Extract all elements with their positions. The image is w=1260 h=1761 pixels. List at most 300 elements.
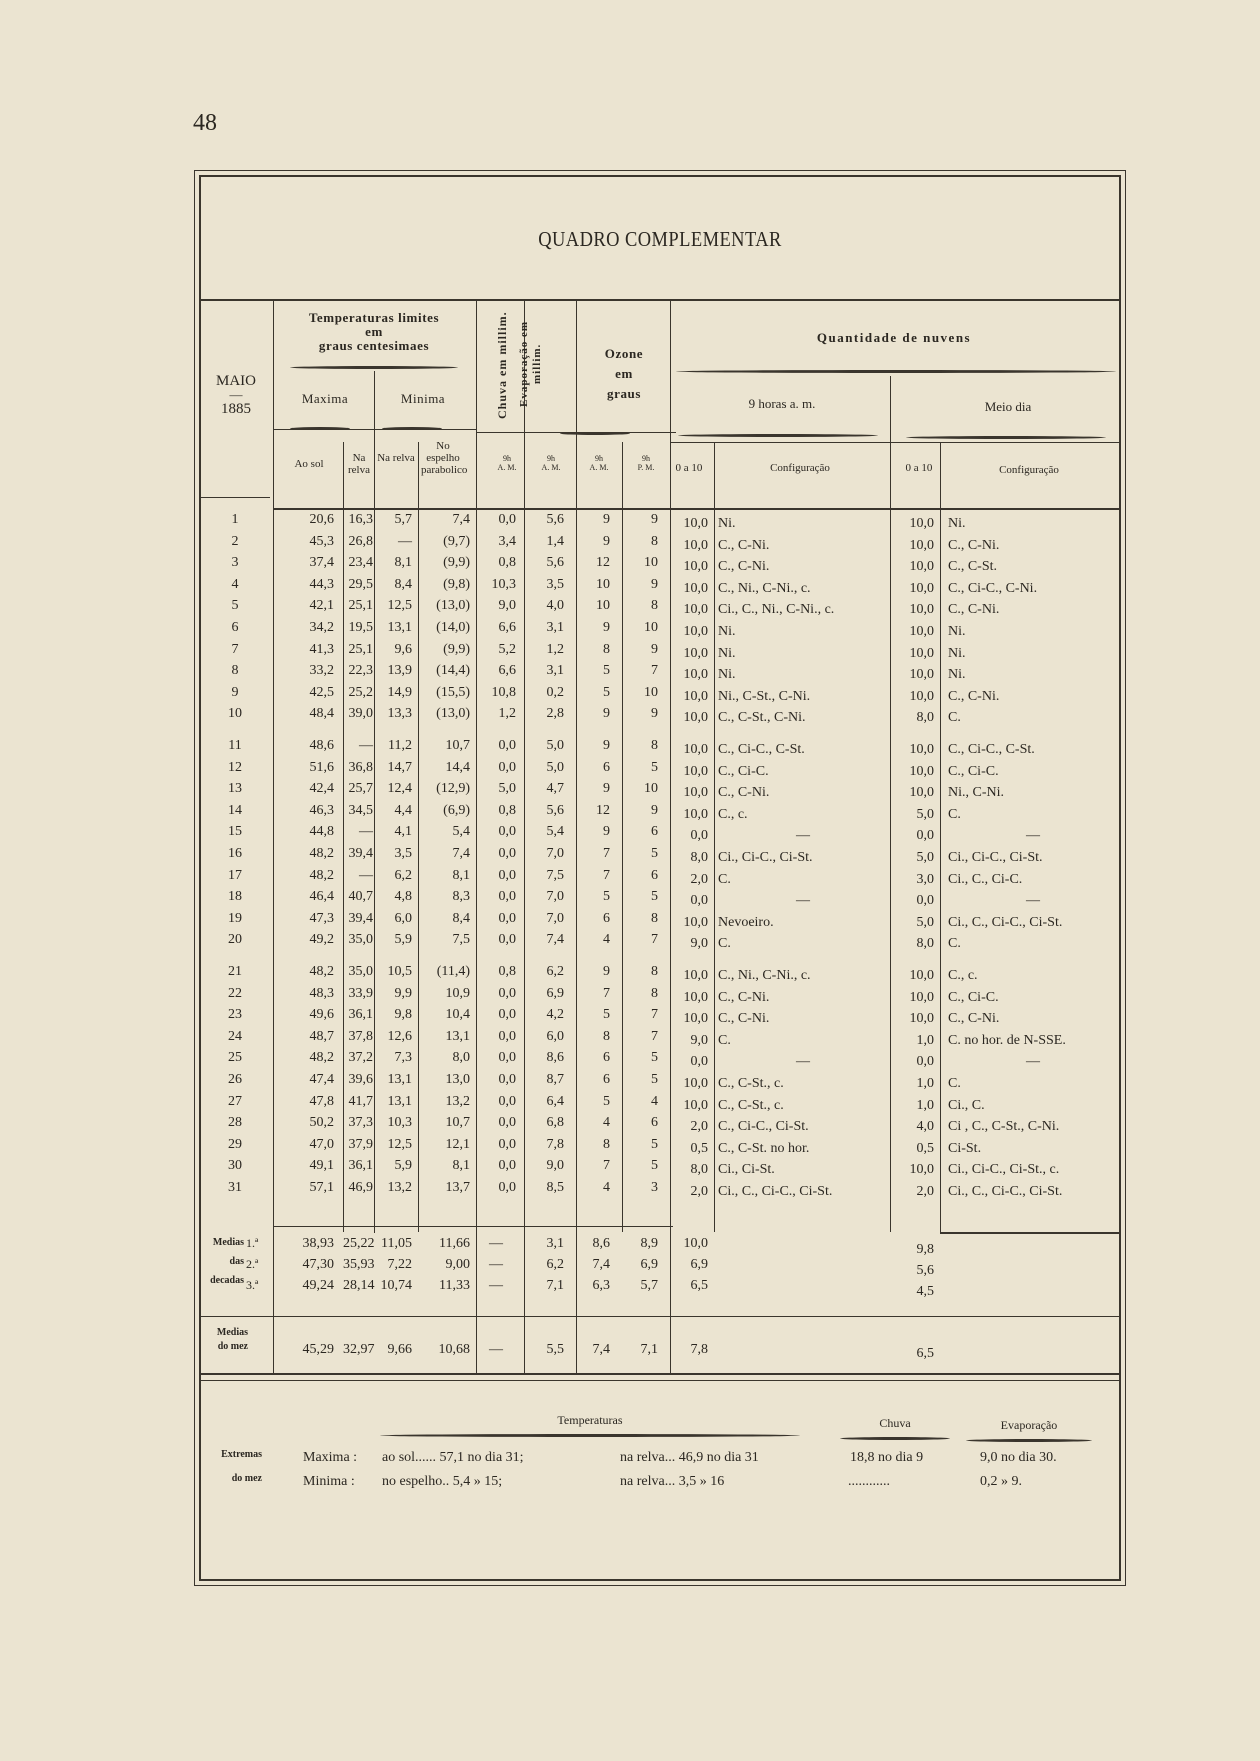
cell-day: 30 xyxy=(228,1158,242,1173)
cell-nuvens-meio-dia: 10,0 xyxy=(909,559,934,574)
cell-na-relva-max: 19,5 xyxy=(348,620,373,635)
cell-evaporacao: 1,4 xyxy=(546,534,564,549)
cell-day: 21 xyxy=(228,964,242,979)
cell-ozone-pm: 7 xyxy=(651,1007,658,1022)
header-na-relva-min: Na relva xyxy=(377,452,415,464)
cell-config-meio-dia: Ni. xyxy=(948,624,966,639)
cell-ao-sol: 44,3 xyxy=(309,577,334,592)
cell-no-espelho: (14,4) xyxy=(436,663,470,678)
cell-config-meio-dia: Ci-St. xyxy=(948,1141,982,1156)
header-evap-9h xyxy=(527,454,575,472)
cell-na-relva-min: 6,0 xyxy=(394,911,412,926)
cell-no-espelho: 10,7 xyxy=(445,1115,470,1130)
cell-na-relva-min: 8,4 xyxy=(394,577,412,592)
medias-cell-chuva: — xyxy=(489,1236,503,1251)
cell-ozone-am: 9 xyxy=(603,738,610,753)
cell-ao-sol: 57,1 xyxy=(309,1180,334,1195)
cell-ozone-pm: 10 xyxy=(644,781,658,796)
cell-na-relva-max: 46,9 xyxy=(348,1180,373,1195)
header-no-espelho: No espelho parabolico xyxy=(421,440,468,476)
cell-na-relva-min: 13,9 xyxy=(387,663,412,678)
cell-ozone-pm: 6 xyxy=(651,868,658,883)
cell-no-espelho: (15,5) xyxy=(436,685,470,700)
cell-config-meio-dia: — xyxy=(1026,893,1040,908)
cell-na-relva-max: 34,5 xyxy=(348,803,373,818)
cell-day: 16 xyxy=(228,846,242,861)
column-line xyxy=(940,442,941,1232)
cell-config-9h: Ci., Ci-St. xyxy=(718,1162,775,1177)
medias-cell-na-relva-max: 28,14 xyxy=(343,1278,375,1293)
medias-mez-cell-na-relva-max: 32,97 xyxy=(343,1342,375,1357)
page-title: QUADRO COMPLEMENTAR xyxy=(538,227,782,251)
header-evaporacao: Evaporação em millim. xyxy=(518,321,543,408)
medias-cell-ozone-pm: 6,9 xyxy=(640,1257,658,1272)
cell-evaporacao: 7,4 xyxy=(546,932,564,947)
cell-ozone-pm: 5 xyxy=(651,760,658,775)
medias-label-2: das xyxy=(229,1256,244,1267)
cell-nuvens-meio-dia: 8,0 xyxy=(916,710,934,725)
hour-9-label: 9h xyxy=(595,454,603,463)
cell-chuva: 0,0 xyxy=(498,1180,516,1195)
cell-config-9h: Ci., Ci-C., Ci-St. xyxy=(718,850,813,865)
cell-nuvens-9h: 10,0 xyxy=(683,559,708,574)
cell-na-relva-min: 10,5 xyxy=(387,964,412,979)
cell-nuvens-meio-dia: 10,0 xyxy=(909,581,934,596)
cell-na-relva-min: 13,2 xyxy=(387,1180,412,1195)
cell-no-espelho: (9,9) xyxy=(443,555,470,570)
month-dash: — xyxy=(229,387,243,402)
cell-nuvens-meio-dia: 10,0 xyxy=(909,646,934,661)
cell-na-relva-max: 39,0 xyxy=(348,706,373,721)
cell-config-9h: Ci., C., Ni., C-Ni., c. xyxy=(718,602,835,617)
cell-nuvens-9h: 0,5 xyxy=(690,1141,708,1156)
cell-chuva: 0,0 xyxy=(498,889,516,904)
cell-nuvens-9h: 2,0 xyxy=(690,1119,708,1134)
cell-na-relva-max: 22,3 xyxy=(348,663,373,678)
cell-ozone-pm: 7 xyxy=(651,663,658,678)
cell-ozone-pm: 7 xyxy=(651,1029,658,1044)
decada-label: 3.ª xyxy=(246,1278,259,1292)
cell-ozone-pm: 7 xyxy=(651,932,658,947)
cell-na-relva-max: 33,9 xyxy=(348,986,373,1001)
cell-nuvens-meio-dia: 0,0 xyxy=(916,1054,934,1069)
medias-cell-nuvens-meio-dia: 5,6 xyxy=(916,1263,934,1278)
cell-config-meio-dia: — xyxy=(1026,828,1040,843)
cell-ao-sol: 49,1 xyxy=(309,1158,334,1173)
cell-na-relva-max: 25,2 xyxy=(348,685,373,700)
cell-chuva: 0,0 xyxy=(498,932,516,947)
cell-day: 6 xyxy=(231,620,239,635)
cell-na-relva-min: 9,9 xyxy=(394,986,412,1001)
cell-no-espelho: 10,4 xyxy=(445,1007,470,1022)
cell-chuva: 5,2 xyxy=(498,642,516,657)
cell-config-meio-dia: Ci., Ci-C., Ci-St., c. xyxy=(948,1162,1060,1177)
cell-day: 5 xyxy=(231,598,239,613)
extremas-max-chuva: 18,8 no dia 9 xyxy=(850,1450,924,1465)
cell-nuvens-9h: 10,0 xyxy=(683,764,708,779)
cell-na-relva-max: 40,7 xyxy=(348,889,373,904)
medias-decadas-label xyxy=(190,1233,244,1290)
cell-ao-sol: 33,2 xyxy=(309,663,334,678)
cell-no-espelho: 8,3 xyxy=(452,889,470,904)
header-maxima: Maxima xyxy=(301,391,349,406)
cell-nuvens-meio-dia: 1,0 xyxy=(916,1098,934,1113)
cell-ao-sol: 37,4 xyxy=(309,555,334,570)
cell-config-9h: C., C-St., c. xyxy=(718,1098,784,1113)
cell-ozone-am: 12 xyxy=(596,555,610,570)
cell-na-relva-max: — xyxy=(359,738,373,753)
cell-nuvens-meio-dia: 5,0 xyxy=(916,807,934,822)
header-zero-a-dez-md: 0 a 10 xyxy=(905,462,933,474)
cell-nuvens-9h: 10,0 xyxy=(683,807,708,822)
medias-mez-label xyxy=(190,1326,248,1354)
cell-config-9h: — xyxy=(796,828,810,843)
pm-label: P. M. xyxy=(637,463,655,472)
cell-nuvens-meio-dia: 10,0 xyxy=(909,1162,934,1177)
cell-nuvens-9h: 10,0 xyxy=(683,624,708,639)
medias-cell-no-espelho: 11,33 xyxy=(439,1278,470,1293)
cell-ozone-pm: 9 xyxy=(651,706,658,721)
cell-nuvens-meio-dia: 4,0 xyxy=(916,1119,934,1134)
cell-ozone-am: 9 xyxy=(603,620,610,635)
cell-ao-sol: 48,2 xyxy=(309,868,334,883)
medias-mez-cell-ozone-pm: 7,1 xyxy=(640,1342,658,1357)
cell-nuvens-meio-dia: 10,0 xyxy=(909,538,934,553)
cell-day: 23 xyxy=(228,1007,242,1022)
cell-evaporacao: 6,4 xyxy=(546,1094,564,1109)
cell-no-espelho: 8,1 xyxy=(452,868,470,883)
cell-nuvens-9h: 10,0 xyxy=(683,581,708,596)
cell-nuvens-meio-dia: 5,0 xyxy=(916,850,934,865)
cell-config-meio-dia: — xyxy=(1026,1054,1040,1069)
cell-nuvens-9h: 0,0 xyxy=(690,828,708,843)
cell-config-meio-dia: C. xyxy=(948,710,961,725)
cell-ao-sol: 47,3 xyxy=(309,911,334,926)
swash-rule xyxy=(290,366,458,369)
cell-chuva: 10,8 xyxy=(491,685,516,700)
header-temperature-group xyxy=(276,311,472,353)
bottom-rule-1 xyxy=(200,1373,1120,1375)
cell-day: 3 xyxy=(231,555,239,570)
medias-cell-ao-sol: 47,30 xyxy=(302,1257,334,1272)
am-label: A. M. xyxy=(541,463,561,472)
cell-nuvens-9h: 10,0 xyxy=(683,990,708,1005)
cell-day: 28 xyxy=(228,1115,242,1130)
swash-rule xyxy=(560,432,630,435)
cell-na-relva-max: 39,6 xyxy=(348,1072,373,1087)
cell-config-9h: Ni. xyxy=(718,646,736,661)
medias-cell-na-relva-min: 10,74 xyxy=(380,1278,412,1293)
cell-na-relva-max: 41,7 xyxy=(348,1094,373,1109)
cell-na-relva-min: 13,1 xyxy=(387,1072,412,1087)
cell-ozone-am: 8 xyxy=(603,1029,610,1044)
cell-chuva: 0,0 xyxy=(498,986,516,1001)
medias-cell-nuvens-meio-dia: 9,8 xyxy=(916,1242,934,1257)
cell-ao-sol: 44,8 xyxy=(309,824,334,839)
cell-ozone-pm: 9 xyxy=(651,512,658,527)
cell-na-relva-max: — xyxy=(359,824,373,839)
cell-no-espelho: 13,7 xyxy=(445,1180,470,1195)
cell-config-meio-dia: C. xyxy=(948,936,961,951)
ozone-line1: Ozone xyxy=(604,346,644,361)
extremas-max-evap: 9,0 no dia 30. xyxy=(980,1450,1057,1465)
cell-no-espelho: 10,7 xyxy=(445,738,470,753)
cell-day: 11 xyxy=(228,738,242,753)
cell-ozone-am: 5 xyxy=(603,1094,610,1109)
cell-nuvens-9h: 9,0 xyxy=(690,936,708,951)
cell-ozone-am: 9 xyxy=(603,512,610,527)
extremas-label-1: Extremas xyxy=(221,1449,262,1460)
cell-ozone-pm: 5 xyxy=(651,1158,658,1173)
hour-9-label: 9h xyxy=(642,454,650,463)
cell-ozone-am: 5 xyxy=(603,685,610,700)
cell-ozone-am: 10 xyxy=(596,598,610,613)
cell-ao-sol: 48,2 xyxy=(309,846,334,861)
medias-cell-na-relva-max: 25,22 xyxy=(343,1236,375,1251)
cell-day: 27 xyxy=(228,1094,242,1109)
cell-config-9h: C., c. xyxy=(718,807,748,822)
cell-config-9h: Ci., C., Ci-C., Ci-St. xyxy=(718,1184,833,1199)
cell-ozone-pm: 5 xyxy=(651,1137,658,1152)
cell-evaporacao: 7,0 xyxy=(546,911,564,926)
cell-na-relva-max: 36,1 xyxy=(348,1158,373,1173)
cell-evaporacao: 4,2 xyxy=(546,1007,564,1022)
medias-cell-nuvens-9h: 10,0 xyxy=(683,1236,708,1251)
cell-nuvens-meio-dia: 1,0 xyxy=(916,1033,934,1048)
cell-config-9h: C., Ni., C-Ni., c. xyxy=(718,581,811,596)
medias-cell-ao-sol: 49,24 xyxy=(302,1278,334,1293)
extremas-min-evap: 0,2 » 9. xyxy=(980,1474,1022,1489)
cell-nuvens-meio-dia: 10,0 xyxy=(909,689,934,704)
header-ao-sol: Ao sol xyxy=(294,458,324,470)
cell-ao-sol: 41,3 xyxy=(309,642,334,657)
cell-no-espelho: 8,1 xyxy=(452,1158,470,1173)
medias-cell-evaporacao: 6,2 xyxy=(546,1257,564,1272)
temp-group-line3: graus centesimaes xyxy=(318,338,430,353)
cell-nuvens-9h: 10,0 xyxy=(683,602,708,617)
cell-config-9h: C., C-St., c. xyxy=(718,1076,784,1091)
cell-evaporacao: 7,8 xyxy=(546,1137,564,1152)
cell-ozone-am: 6 xyxy=(603,1050,610,1065)
cell-ozone-pm: 3 xyxy=(651,1180,658,1195)
cell-evaporacao: 9,0 xyxy=(546,1158,564,1173)
cell-ao-sol: 48,2 xyxy=(309,1050,334,1065)
cell-evaporacao: 6,9 xyxy=(546,986,564,1001)
cell-evaporacao: 4,7 xyxy=(546,781,564,796)
cell-no-espelho: 13,2 xyxy=(445,1094,470,1109)
cell-ozone-am: 8 xyxy=(603,1137,610,1152)
medias-cell-ozone-pm: 5,7 xyxy=(640,1278,658,1293)
cell-no-espelho: (9,7) xyxy=(443,534,470,549)
cell-ao-sol: 42,5 xyxy=(309,685,334,700)
cell-ao-sol: 49,2 xyxy=(309,932,334,947)
cell-na-relva-max: 37,8 xyxy=(348,1029,373,1044)
cell-no-espelho: 14,4 xyxy=(445,760,470,775)
cell-ozone-pm: 5 xyxy=(651,1072,658,1087)
cell-config-meio-dia: C., C-Ni. xyxy=(948,689,1000,704)
cell-config-meio-dia: C., C-St. xyxy=(948,559,998,574)
cell-evaporacao: 7,0 xyxy=(546,846,564,861)
cell-na-relva-max: 23,4 xyxy=(348,555,373,570)
cell-na-relva-min: 12,4 xyxy=(387,781,412,796)
cell-no-espelho: 13,0 xyxy=(445,1072,470,1087)
cell-ao-sol: 42,4 xyxy=(309,781,334,796)
cell-ozone-pm: 8 xyxy=(651,598,658,613)
cell-config-meio-dia: C., Ci-C., C-Ni. xyxy=(948,581,1038,596)
cell-nuvens-meio-dia: 3,0 xyxy=(916,872,934,887)
cell-ozone-pm: 8 xyxy=(651,738,658,753)
cell-chuva: 1,2 xyxy=(498,706,516,721)
cell-evaporacao: 5,4 xyxy=(546,824,564,839)
hour-9-label: 9h xyxy=(547,454,555,463)
extremas-label-2: do mez xyxy=(231,1473,262,1484)
rule-line xyxy=(273,1226,673,1227)
cell-config-meio-dia: C., C-Ni. xyxy=(948,538,1000,553)
medias-mez-cell-nuvens-meio-dia: 6,5 xyxy=(916,1346,934,1361)
medias-mez-label-1: Medias xyxy=(216,1327,248,1338)
header-top-rule xyxy=(200,299,1120,301)
cell-day: 17 xyxy=(228,868,242,883)
cell-day: 1 xyxy=(231,512,239,527)
medias-cell-na-relva-min: 7,22 xyxy=(387,1257,412,1272)
cell-no-espelho: (13,0) xyxy=(436,598,470,613)
cell-chuva: 0,8 xyxy=(498,964,516,979)
cell-ao-sol: 46,3 xyxy=(309,803,334,818)
extremas-evaporacao-header: Evaporação xyxy=(1000,1418,1058,1432)
decada-label: 1.ª xyxy=(246,1236,259,1250)
medias-mez-cell-ao-sol: 45,29 xyxy=(302,1342,334,1357)
cell-evaporacao: 7,5 xyxy=(546,868,564,883)
cell-nuvens-9h: 9,0 xyxy=(690,1033,708,1048)
cell-evaporacao: 3,1 xyxy=(546,620,564,635)
cell-na-relva-min: 10,3 xyxy=(387,1115,412,1130)
cell-na-relva-max: 29,5 xyxy=(348,577,373,592)
cell-no-espelho: 8,0 xyxy=(452,1050,470,1065)
cell-config-meio-dia: Ni., C-Ni. xyxy=(948,785,1004,800)
medias-cell-ozone-am: 7,4 xyxy=(592,1257,610,1272)
cell-config-9h: C. xyxy=(718,872,731,887)
cell-nuvens-meio-dia: 10,0 xyxy=(909,968,934,983)
cell-nuvens-meio-dia: 0,0 xyxy=(916,893,934,908)
cell-chuva: 6,6 xyxy=(498,663,516,678)
header-chuva-9h xyxy=(488,454,526,472)
medias-mez-cell-na-relva-min: 9,66 xyxy=(387,1342,412,1357)
cell-chuva: 0,0 xyxy=(498,1007,516,1022)
swash-rule xyxy=(290,427,350,430)
cell-day: 18 xyxy=(228,889,242,904)
cell-evaporacao: 3,5 xyxy=(546,577,564,592)
medias-cell-na-relva-max: 35,93 xyxy=(343,1257,375,1272)
cell-na-relva-max: 37,9 xyxy=(348,1137,373,1152)
cell-nuvens-meio-dia: 5,0 xyxy=(916,915,934,930)
extremas-maxima-label: Maxima : xyxy=(303,1450,358,1465)
swash-rule xyxy=(380,1434,800,1437)
medias-mez-label-2: do mez xyxy=(217,1341,248,1352)
medias-mez-cell-evaporacao: 5,5 xyxy=(546,1342,564,1357)
medias-cell-no-espelho: 9,00 xyxy=(445,1257,470,1272)
cell-ozone-pm: 8 xyxy=(651,986,658,1001)
cell-ao-sol: 49,6 xyxy=(309,1007,334,1022)
cell-na-relva-min: — xyxy=(398,534,412,549)
cell-nuvens-meio-dia: 10,0 xyxy=(909,742,934,757)
cell-na-relva-max: 26,8 xyxy=(348,534,373,549)
cell-chuva: 0,0 xyxy=(498,512,516,527)
cell-nuvens-9h: 10,0 xyxy=(683,785,708,800)
cell-config-meio-dia: C., Ci-C. xyxy=(948,764,999,779)
cell-nuvens-9h: 10,0 xyxy=(683,646,708,661)
cell-ao-sol: 48,2 xyxy=(309,964,334,979)
cell-config-9h: Ni., C-St., C-Ni. xyxy=(718,689,811,704)
cell-chuva: 0,0 xyxy=(498,846,516,861)
cell-nuvens-meio-dia: 0,5 xyxy=(916,1141,934,1156)
header-na-relva-max: Na relva xyxy=(348,452,370,476)
swash-rule xyxy=(906,436,1106,439)
cell-ozone-pm: 10 xyxy=(644,620,658,635)
cell-chuva: 0,0 xyxy=(498,911,516,926)
cell-evaporacao: 5,6 xyxy=(546,512,564,527)
cell-config-9h: C., Ci-C., Ci-St. xyxy=(718,1119,809,1134)
medias-cell-evaporacao: 3,1 xyxy=(546,1236,564,1251)
cell-ao-sol: 20,6 xyxy=(309,512,334,527)
header-month xyxy=(200,374,272,416)
cell-config-meio-dia: C., C-Ni. xyxy=(948,602,1000,617)
medias-cell-ozone-am: 8,6 xyxy=(592,1236,610,1251)
cell-ozone-am: 4 xyxy=(603,1180,610,1195)
extremas-label xyxy=(196,1443,262,1491)
medias-cell-na-relva-min: 11,05 xyxy=(381,1236,412,1251)
cell-config-9h: Nevoeiro. xyxy=(718,915,774,930)
rule-line xyxy=(200,1316,1120,1317)
cell-evaporacao: 8,7 xyxy=(546,1072,564,1087)
cell-ao-sol: 48,7 xyxy=(309,1029,334,1044)
cell-na-relva-min: 14,7 xyxy=(387,760,412,775)
cell-ao-sol: 48,6 xyxy=(309,738,334,753)
cell-ao-sol: 47,0 xyxy=(309,1137,334,1152)
temp-group-line1: Temperaturas limites xyxy=(308,310,440,325)
cell-config-9h: C., C-Ni. xyxy=(718,990,770,1005)
cell-ao-sol: 45,3 xyxy=(309,534,334,549)
cell-chuva: 0,0 xyxy=(498,1072,516,1087)
cell-evaporacao: 6,8 xyxy=(546,1115,564,1130)
cell-na-relva-max: 35,0 xyxy=(348,932,373,947)
cell-day: 19 xyxy=(228,911,242,926)
cell-ozone-am: 10 xyxy=(596,577,610,592)
medias-cell-nuvens-meio-dia: 4,5 xyxy=(916,1284,934,1299)
cell-day: 22 xyxy=(228,986,242,1001)
cell-na-relva-min: 13,1 xyxy=(387,1094,412,1109)
cell-no-espelho: (14,0) xyxy=(436,620,470,635)
cell-nuvens-9h: 2,0 xyxy=(690,872,708,887)
cell-nuvens-9h: 10,0 xyxy=(683,538,708,553)
cell-day: 13 xyxy=(228,781,242,796)
cell-nuvens-9h: 8,0 xyxy=(690,1162,708,1177)
cell-chuva: 0,0 xyxy=(498,824,516,839)
cell-chuva: 0,8 xyxy=(498,555,516,570)
cell-nuvens-9h: 10,0 xyxy=(683,915,708,930)
cell-nuvens-9h: 10,0 xyxy=(683,667,708,682)
cell-no-espelho: (9,9) xyxy=(443,642,470,657)
medias-label-3: decadas xyxy=(210,1275,244,1286)
cell-config-meio-dia: Ci., C. xyxy=(948,1098,985,1113)
cell-config-9h: — xyxy=(796,1054,810,1069)
cell-ao-sol: 34,2 xyxy=(309,620,334,635)
cell-config-9h: C., C-St. no hor. xyxy=(718,1141,810,1156)
cell-nuvens-meio-dia: 10,0 xyxy=(909,624,934,639)
cell-evaporacao: 6,2 xyxy=(546,964,564,979)
cell-chuva: 0,0 xyxy=(498,868,516,883)
cell-chuva: 0,0 xyxy=(498,1029,516,1044)
cell-nuvens-9h: 10,0 xyxy=(683,1076,708,1091)
